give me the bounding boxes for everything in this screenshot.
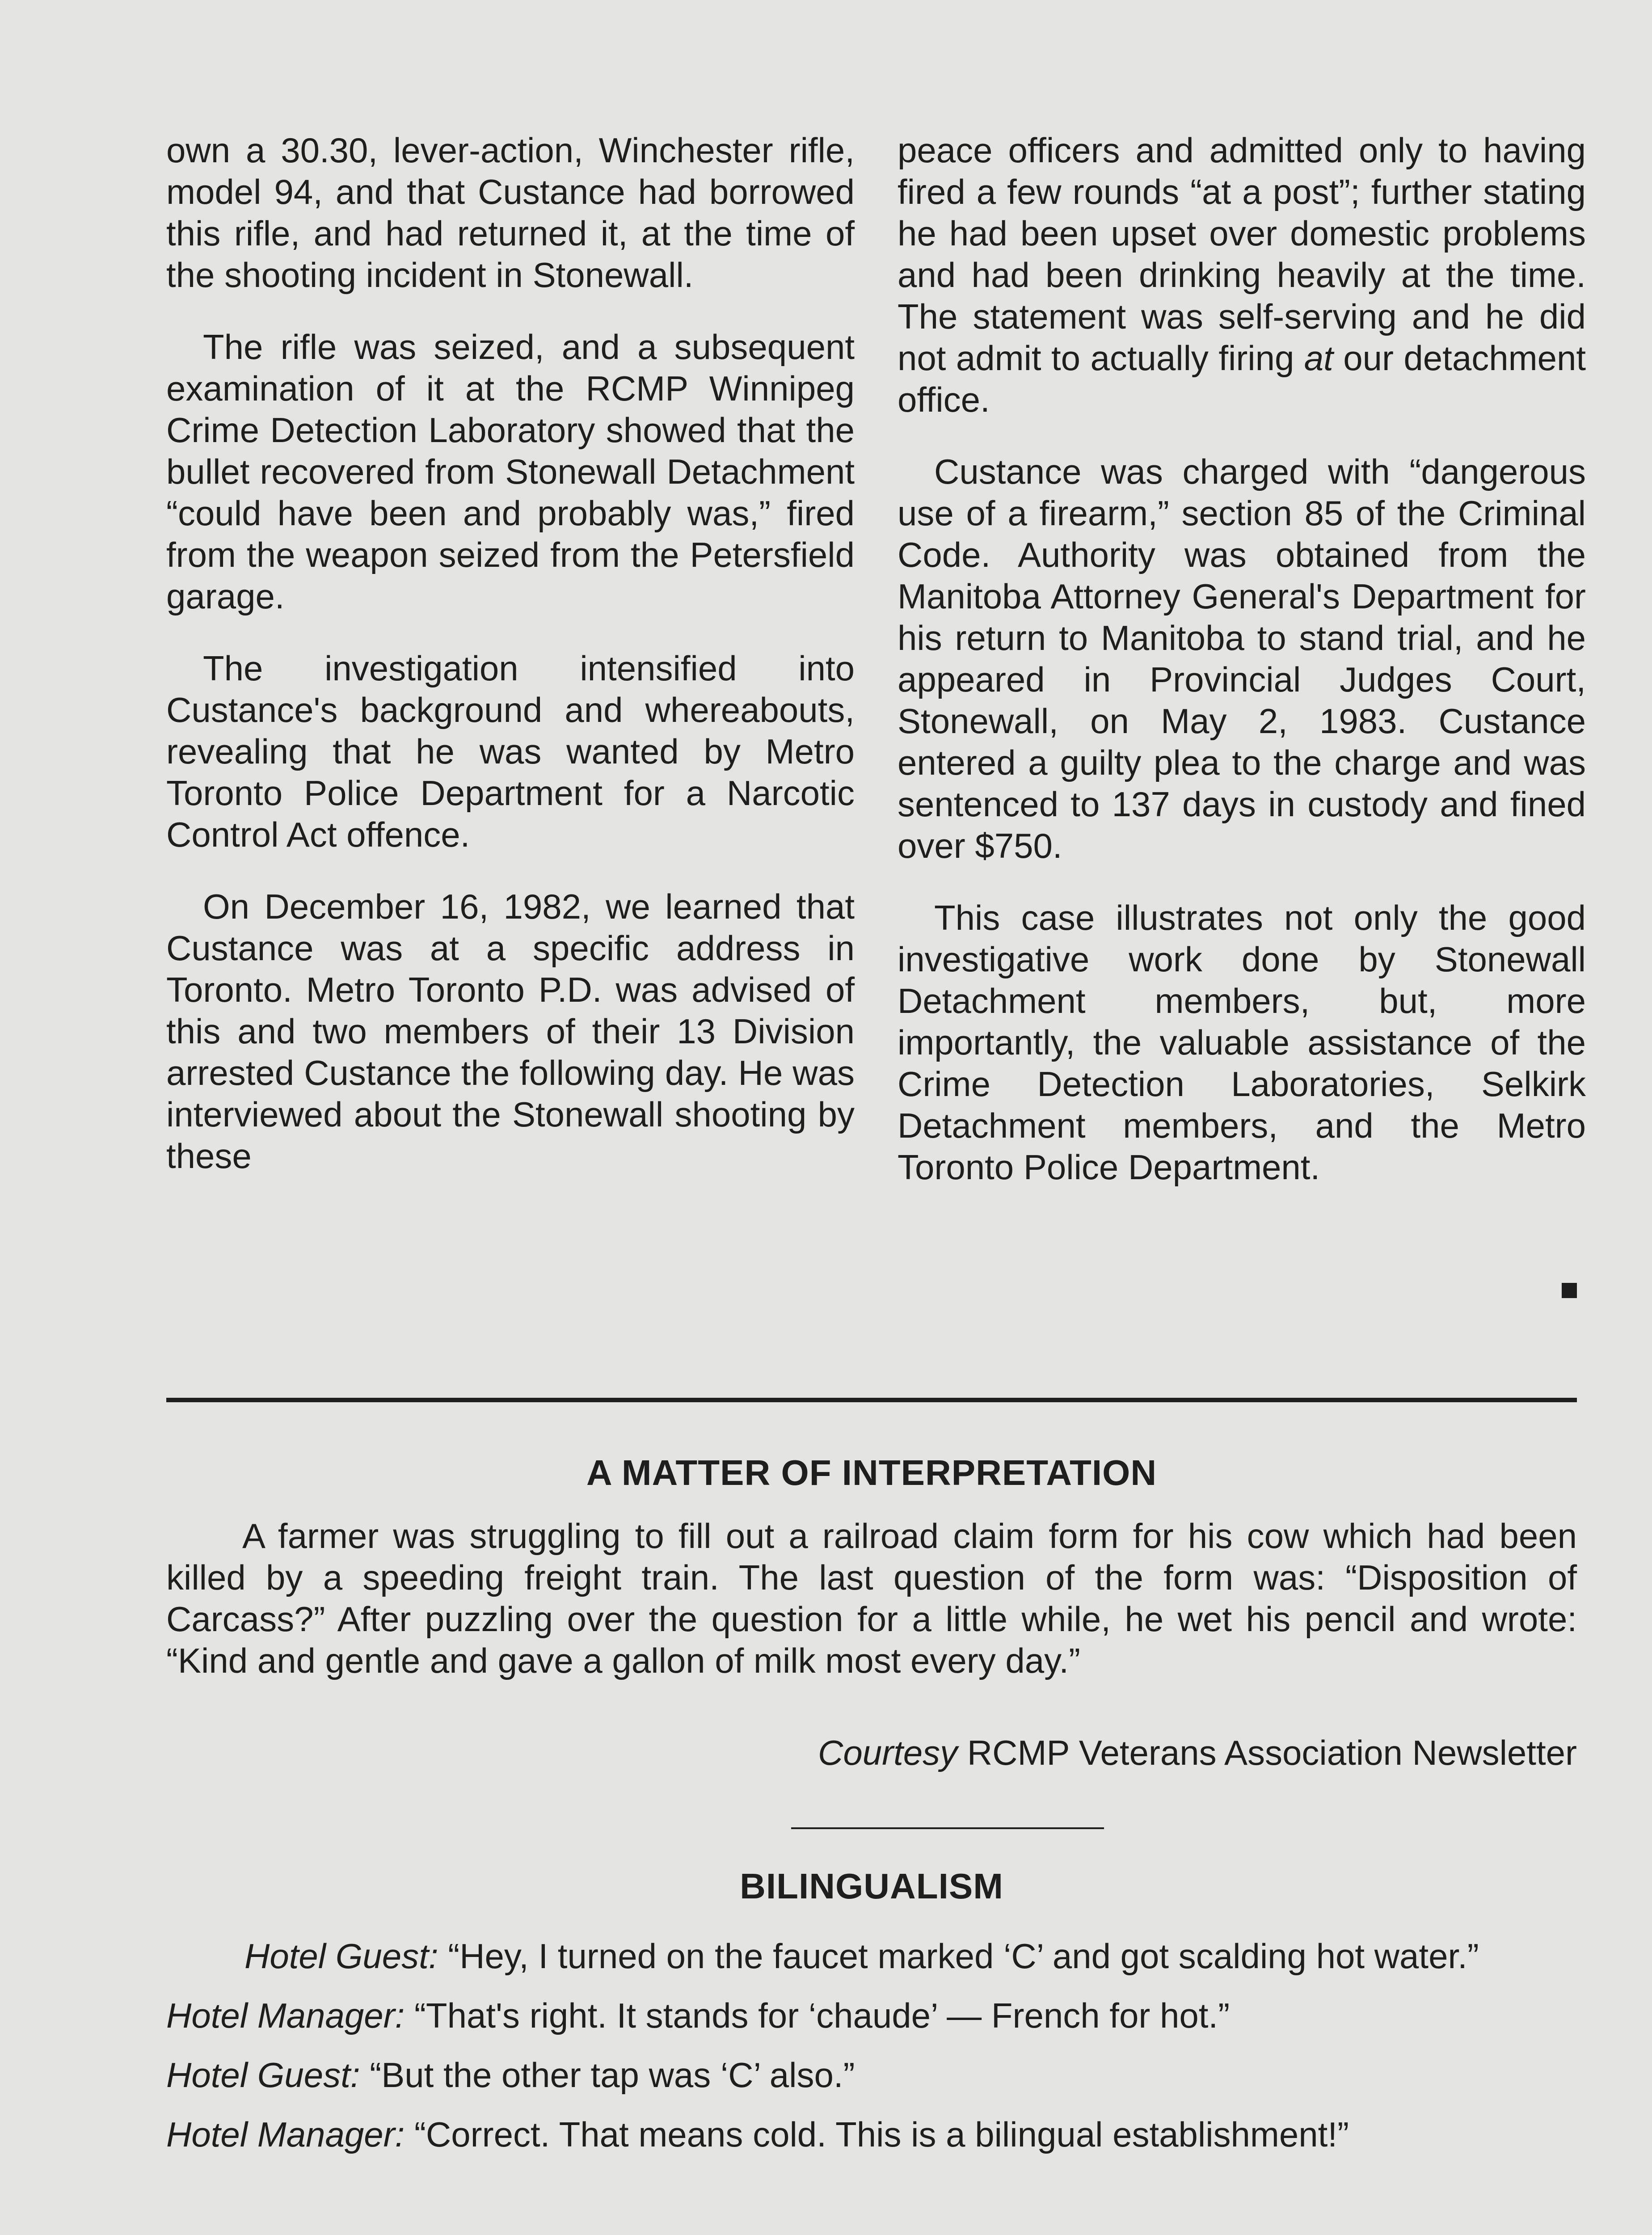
dialogue bbox=[166, 1936, 1577, 2173]
right-column bbox=[898, 130, 1586, 1219]
article-paragraph: Custance was charged with “dangerous use of a firearm,” section 85 of the Criminal Code. Authority was obtained from the Manitoba Attorney General's Department for his return to Manitoba to stand trial, and he appeared in Provincial Judges Court, Stonewall, on May 2, 1983. Custance entered a guilty plea to the charge and was sentenced to 137 days in custody and fined over $750. bbox=[898, 452, 1586, 865]
courtesy-label: Courtesy bbox=[818, 1733, 958, 1772]
section-divider bbox=[166, 1398, 1577, 1402]
section-heading: BILINGUALISM bbox=[740, 1866, 1003, 1906]
speaker-label: Hotel Guest: bbox=[244, 1936, 438, 1976]
article-paragraph: This case illustrates not only the good investigative work done by Stonewall Detachment members, but, more importantly, the valuable assistance of the Crime Detection Laboratories, Selkirk Detachment members, and the Metro Toronto Police Department. bbox=[898, 898, 1586, 1187]
joke-text: A farmer was struggling to fill out a railroad claim form for his cow which had been killed by a speeding freight train. The last question of the form was: “Disposition of Carcass?” After puzzling over the question for a little while, he wet his pencil and wrote: “Kind and gentle and gave a gallon of milk most every day.” bbox=[166, 1516, 1577, 1680]
dialogue-text: “That's right. It stands for ‘chaude’ — French for hot.” bbox=[414, 1996, 1230, 2035]
paragraph-text: peace officers and admitted only to having fired a few rounds “at a post”; further stating he had been upset over domestic problems and had been drinking heavily at the time. The statement was self-serving and he did not admit to actually firing bbox=[898, 131, 1586, 378]
dialogue-text: “Correct. That means cold. This is a bilingual establishment!” bbox=[414, 2115, 1349, 2154]
short-divider bbox=[791, 1827, 1104, 1829]
end-of-article-square-icon bbox=[1562, 1283, 1577, 1298]
dialogue-line bbox=[166, 2114, 1577, 2155]
left-column bbox=[166, 130, 855, 1207]
speaker-label: Hotel Manager: bbox=[166, 1996, 405, 2035]
article-paragraph: The rifle was seized, and a subsequent examination of it at the RCMP Winnipeg Crime Detection Laboratory showed that the bullet recovered from Stonewall Detachment “could have been and probably was,” fired from the weapon seized from the Petersfield garage. bbox=[166, 327, 855, 616]
dialogue-line bbox=[166, 1995, 1577, 2037]
dialogue-line bbox=[166, 1936, 1577, 1977]
courtesy-credit bbox=[166, 1732, 1577, 1774]
article-paragraph bbox=[898, 130, 1586, 421]
paragraph-text: our detachment office. bbox=[898, 338, 1586, 419]
article-paragraph: own a 30.30, lever-action, Winchester rifle, model 94, and that Custance had borrowed this rifle, and had returned it, at the time of the shooting incident in Stonewall. bbox=[166, 131, 855, 295]
speaker-label: Hotel Guest: bbox=[166, 2055, 360, 2095]
article-paragraph: The investigation intensified into Custance's background and whereabouts, revealing that he was wanted by Metro Toronto Police Department for a Narcotic Control Act offence. bbox=[166, 649, 855, 854]
courtesy-source: RCMP Veterans Association Newsletter bbox=[967, 1733, 1577, 1772]
section-heading: A MATTER OF INTERPRETATION bbox=[586, 1453, 1157, 1493]
dialogue-text: “Hey, I turned on the faucet marked ‘C’ and got scalding hot water.” bbox=[448, 1936, 1479, 1976]
dialogue-line bbox=[166, 2054, 1577, 2096]
dialogue-text: “But the other tap was ‘C’ also.” bbox=[370, 2055, 855, 2095]
emphasis-text: at bbox=[1304, 338, 1333, 378]
article-paragraph: On December 16, 1982, we learned that Custance was at a specific address in Toronto. Metro Toronto P.D. was advised of this and two members of their 13 Division arrested Custance the following day. He was interviewed about the Stonewall shooting by these bbox=[166, 887, 855, 1176]
speaker-label: Hotel Manager: bbox=[166, 2115, 405, 2154]
